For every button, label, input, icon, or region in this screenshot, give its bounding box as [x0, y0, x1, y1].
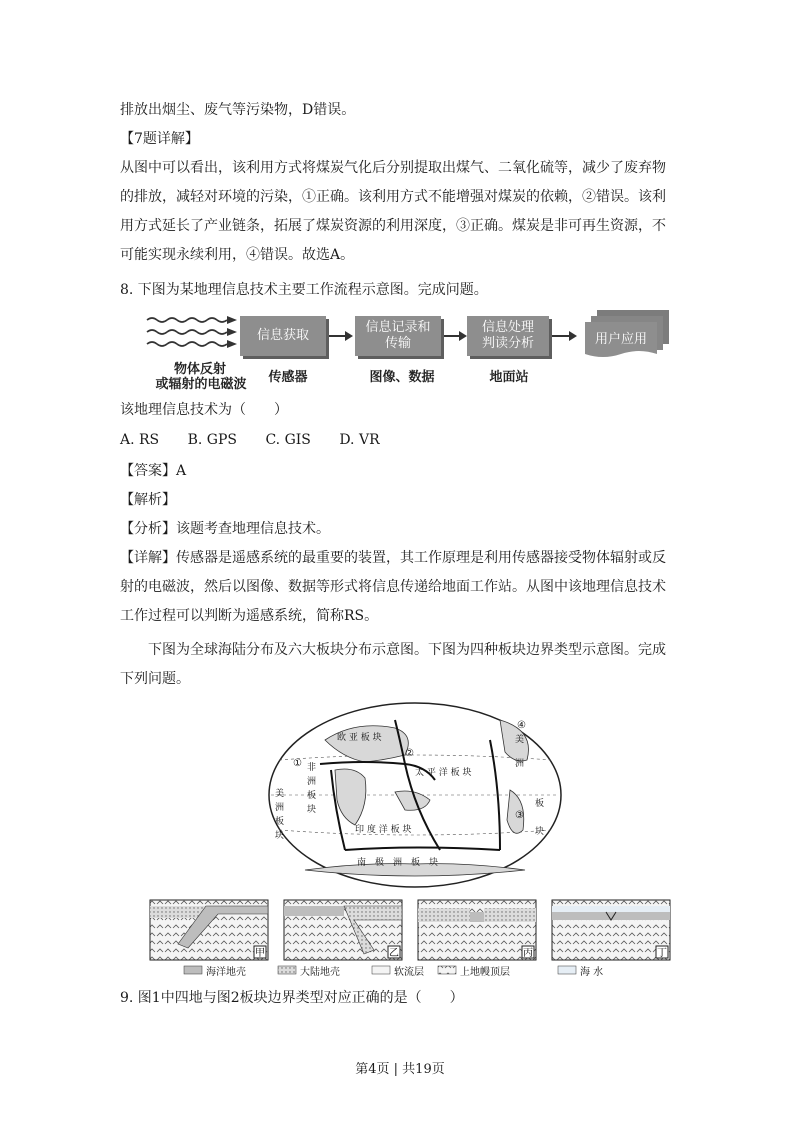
diagram-bing [418, 900, 536, 960]
world-map-graphic [265, 700, 565, 890]
option-d: D. VR [339, 432, 380, 448]
continental-crust [484, 908, 536, 922]
plate-boundary-diagrams [148, 898, 676, 980]
detail-text: 【详解】传感器是遥感系统的最重要的装置，其工作原理是利用传感器接受物体辐射或反 [120, 550, 666, 566]
text-line: 用方式延长了产业链条，拓展了煤炭资源的利用深度，③正确。煤炭是非可再生资源，不 [120, 218, 666, 234]
box-info-record [355, 316, 441, 356]
answer-options [120, 432, 404, 448]
oceanic-crust [284, 906, 344, 916]
box-info-record-line2: 传输 [384, 336, 411, 351]
rs-flowchart [145, 306, 685, 392]
wave-line [147, 318, 227, 322]
legend-swatch-seawater [558, 966, 576, 974]
plate-label-american-left: 板 [275, 817, 285, 827]
arrowhead [227, 328, 237, 336]
plate-label-american-right: 板 [535, 799, 545, 809]
detail-text: 工作过程可以判断为遥感系统，简称RS。 [120, 608, 379, 624]
intro-text: 下图为全球海陆分布及六大板块分布示意图。下图为四种板块边界类型示意图。完成 [148, 642, 666, 658]
box-info-process-line1: 信息处理 [481, 320, 534, 335]
legend-swatch-continental [278, 966, 296, 974]
section-heading: 【7题详解】 [120, 131, 199, 147]
legend-oceanic-crust: 海洋地壳 [206, 967, 246, 978]
text-line: 可能实现永续利用，④错误。故选A。 [120, 247, 355, 263]
wave-line [147, 330, 227, 334]
text-line: 从图中可以看出，该利用方式将煤炭气化后分别提取出煤气、二氧化硫等，减少了废弃物 [120, 160, 666, 176]
answer: 【答案】A [120, 463, 187, 479]
diagram-legend [184, 965, 603, 978]
text-line: 排放出烟尘、废气等污染物，D错误。 [120, 102, 356, 118]
marker-2: ② [405, 748, 414, 759]
legend-asthenosphere: 软流层 [394, 967, 424, 978]
page-footer: 第4页 | 共19页 [355, 1062, 445, 1077]
box-info-acquire: 信息获取 [240, 316, 326, 356]
wave-line [147, 342, 227, 346]
boundary-diagrams-graphic [148, 898, 676, 980]
diagram-label-jia: 甲 [255, 948, 265, 959]
analysis-heading: 【解析】 [120, 492, 176, 508]
legend-swatch-upper-mantle [438, 966, 456, 974]
diagram-ding [552, 900, 670, 960]
continental-crust [150, 906, 206, 918]
box-user-application: 用户应用 [594, 332, 647, 347]
intro-text: 下列问题。 [120, 671, 190, 687]
world-plate-map [265, 700, 565, 890]
diagram-label-bing: 丙 [523, 948, 533, 959]
plate-label-american-left: 洲 [275, 803, 285, 813]
option-b: B. GPS [187, 432, 237, 448]
arrowhead [345, 331, 353, 341]
plate-label-african: 块 [307, 805, 317, 815]
plate-label-pacific: 太 平 洋 板 块 [415, 768, 472, 778]
diagram-label-ding: 丁 [657, 948, 667, 959]
question-8-stem: 该地理信息技术为（ ） [120, 402, 288, 418]
continental-crust [418, 908, 470, 922]
rift-zone [470, 912, 484, 922]
box-info-process-line2: 判读分析 [481, 336, 534, 351]
legend-seawater: 海 水 [580, 967, 604, 978]
plate-label-indian: 印 度 洋 板 块 [355, 825, 412, 835]
label-sensor: 传感器 [268, 370, 308, 385]
plate-label-african: 板 [307, 791, 317, 801]
legend-upper-mantle: 上地幔顶层 [460, 967, 510, 978]
plate-label-eurasian: 欧 亚 板 块 [337, 733, 382, 743]
box-info-record-line1: 信息记录和 [365, 320, 431, 335]
label-ground-station: 地面站 [489, 370, 529, 385]
label-image-data: 图像、数据 [369, 370, 435, 385]
source-label-2: 或辐射的电磁波 [155, 377, 247, 392]
source-label-1: 物体反射 [173, 362, 226, 377]
plate-label-african: 洲 [307, 777, 317, 787]
plate-label-american-left: 美 [275, 789, 285, 799]
marker-4: ④ [517, 720, 526, 731]
option-a: A. RS [120, 432, 160, 448]
box-info-process [467, 316, 549, 356]
plate-label-antarctic: 南 极 洲 板 块 [357, 858, 439, 868]
analysis-text: 【分析】该题考查地理信息技术。 [120, 521, 330, 537]
arrowhead [459, 331, 467, 341]
legend-continental-crust: 大陆地壳 [300, 967, 340, 978]
plate-label-american-right: 块 [535, 827, 545, 837]
arrowhead [227, 340, 237, 348]
arrowhead [569, 331, 577, 341]
diagram-jia [150, 900, 268, 960]
legend-swatch-asthenosphere [372, 966, 390, 974]
seawater [552, 906, 670, 912]
plate-label-african: 非 [307, 763, 317, 773]
option-c: C. GIS [265, 432, 311, 448]
legend-swatch-oceanic [184, 966, 202, 974]
arrowhead [227, 316, 237, 324]
plate-label-american-left: 块 [275, 831, 285, 841]
plate-label-american-right: 洲 [515, 759, 525, 769]
text-line: 的排放，减轻对环境的污染，①正确。该利用方式不能增强对煤炭的依赖，②错误。该利 [120, 189, 666, 205]
question-9: 9. 图1中四地与图2板块边界类型对应正确的是（ ） [120, 990, 464, 1006]
oceanic-crust [552, 912, 670, 920]
detail-text: 射的电磁波，然后以图像、数据等形式将信息传递给地面工作站。从图中该地理信息技术 [120, 579, 666, 595]
marker-1: ① [293, 758, 302, 769]
diagram-yi [284, 900, 402, 960]
marker-3: ③ [515, 810, 524, 821]
plate-label-american-right: 美 [515, 735, 525, 745]
diagram-label-yi: 乙 [389, 948, 399, 959]
question-8: 8. 下图为某地理信息技术主要工作流程示意图。完成问题。 [120, 282, 488, 298]
